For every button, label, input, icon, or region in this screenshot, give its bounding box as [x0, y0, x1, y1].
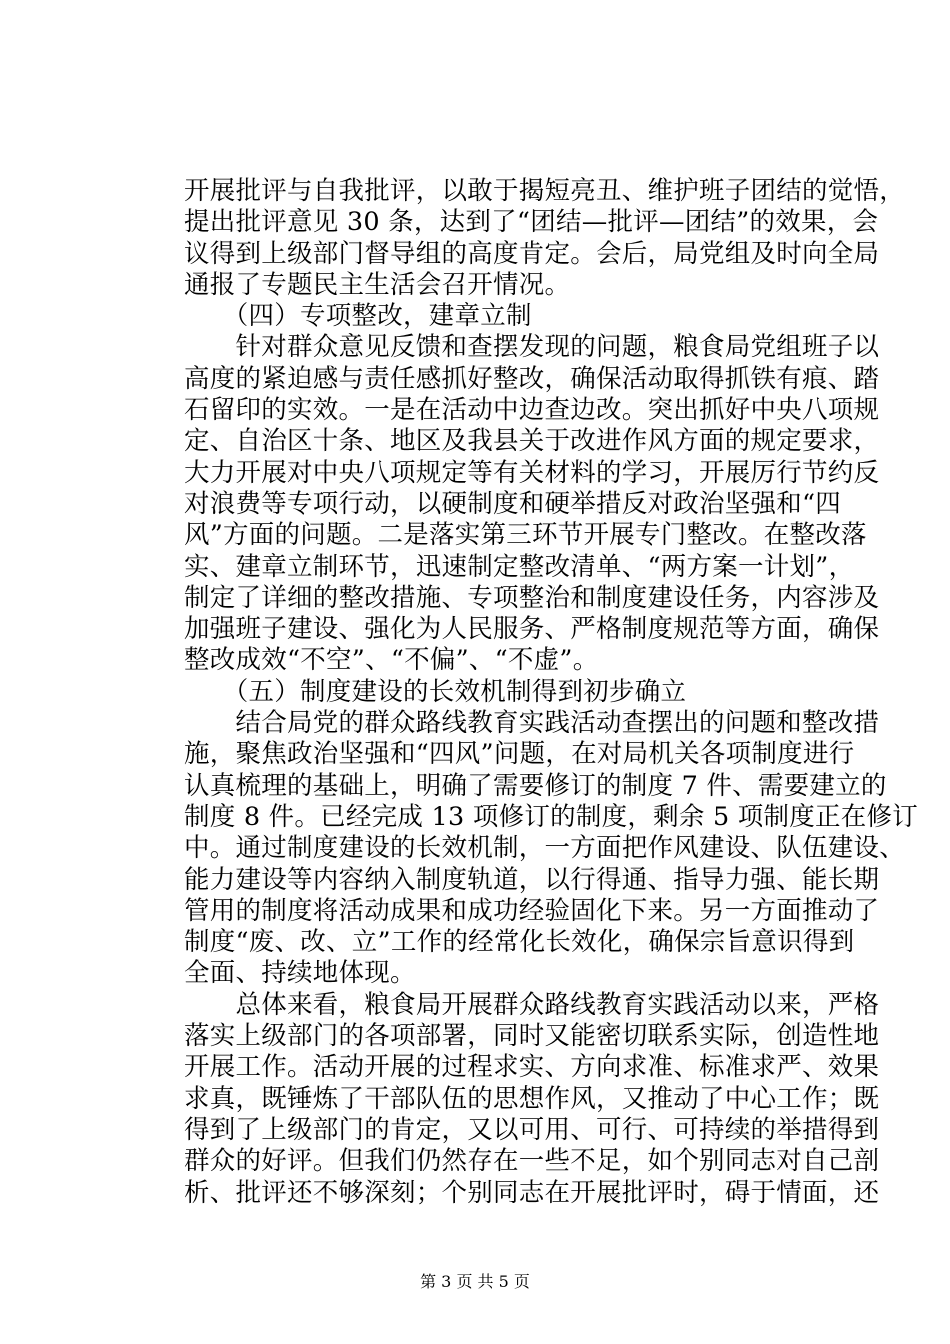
text-line: 结合局党的群众路线教育实践活动查摆出的问题和整改措: [184, 708, 880, 739]
text-line: 制度“废、改、立”工作的经常化长效化，确保宗旨意识得到: [184, 927, 855, 958]
text-line: 通报了专题民主生活会召开情况。: [184, 269, 571, 300]
text-line: 得到了上级部门的肯定，又以可用、可行、可持续的举措得到: [184, 1114, 880, 1145]
text-line: 能力建设等内容纳入制度轨道，以行得通、指导力强、能长期: [184, 864, 880, 895]
text-line: 群众的好评。但我们仍然存在一些不足，如个别同志对自己剖: [184, 1146, 880, 1177]
document-body: [184, 176, 919, 1209]
text-line: 对浪费等专项行动，以硬制度和硬举措反对政治坚强和“四: [184, 488, 842, 519]
text-line: 开展批评与自我批评，以敢于揭短亮丑、维护班子团结的觉悟，: [184, 176, 906, 206]
text-line: 实、建章立制环节，迅速制定整改清单、“两方案一计划”，: [184, 551, 855, 582]
section-heading: （四）专项整改，建章立制: [184, 301, 532, 332]
text-line: 定、自治区十条、地区及我县关于改进作风方面的规定要求，: [184, 426, 880, 457]
text-line: 高度的紧迫感与责任感抓好整改，确保活动取得抓铁有痕、踏: [184, 363, 880, 394]
text-line: 整改成效“不空”、“不偏”、“不虚”。: [184, 645, 599, 676]
text-line: 议得到上级部门督导组的高度肯定。会后，局党组及时向全局: [184, 238, 880, 269]
text-line: 石留印的实效。一是在活动中边查边改。突出抓好中央八项规: [184, 395, 880, 426]
text-line: 施，聚焦政治坚强和“四风”问题，在对局机关各项制度进行: [184, 739, 855, 770]
text-line: 认真梳理的基础上，明确了需要修订的制度 7 件、需要建立的: [184, 770, 887, 801]
text-line: 制度 8 件。已经完成 13 项修订的制度，剩余 5 项制度正在修订: [184, 801, 919, 832]
section-heading: （五）制度建设的长效机制得到初步确立: [184, 676, 687, 707]
text-line: 总体来看，粮食局开展群众路线教育实践活动以来，严格: [184, 989, 880, 1020]
text-line: 全面、持续地体现。: [184, 958, 416, 989]
text-line: 提出批评意见 30 条，达到了“团结—批评—团结”的效果，会: [184, 207, 879, 238]
text-line: 大力开展对中央八项规定等有关材料的学习，开展厉行节约反: [184, 457, 880, 488]
text-line: 针对群众意见反馈和查摆发现的问题，粮食局党组班子以: [184, 332, 880, 363]
text-line: 管用的制度将活动成果和成功经验固化下来。另一方面推动了: [184, 895, 880, 926]
text-line: 中。通过制度建设的长效机制，一方面把作风建设、队伍建设、: [184, 833, 906, 864]
text-line: 落实上级部门的各项部署，同时又能密切联系实际，创造性地: [184, 1021, 880, 1052]
text-line: 析、批评还不够深刻；个别同志在开展批评时，碍于情面，还: [184, 1177, 880, 1208]
text-line: 开展工作。活动开展的过程求实、方向求准、标准求严、效果: [184, 1052, 880, 1083]
text-line: 制定了详细的整改措施、专项整治和制度建设任务，内容涉及: [184, 582, 880, 613]
text-line: 求真，既锤炼了干部队伍的思想作风，又推动了中心工作；既: [184, 1083, 880, 1114]
text-line: 风”方面的问题。二是落实第三环节开展专门整改。在整改落: [184, 520, 867, 551]
text-line: 加强班子建设、强化为人民服务、严格制度规范等方面，确保: [184, 614, 880, 645]
page-number-footer: 第 3 页 共 5 页: [420, 1272, 530, 1291]
